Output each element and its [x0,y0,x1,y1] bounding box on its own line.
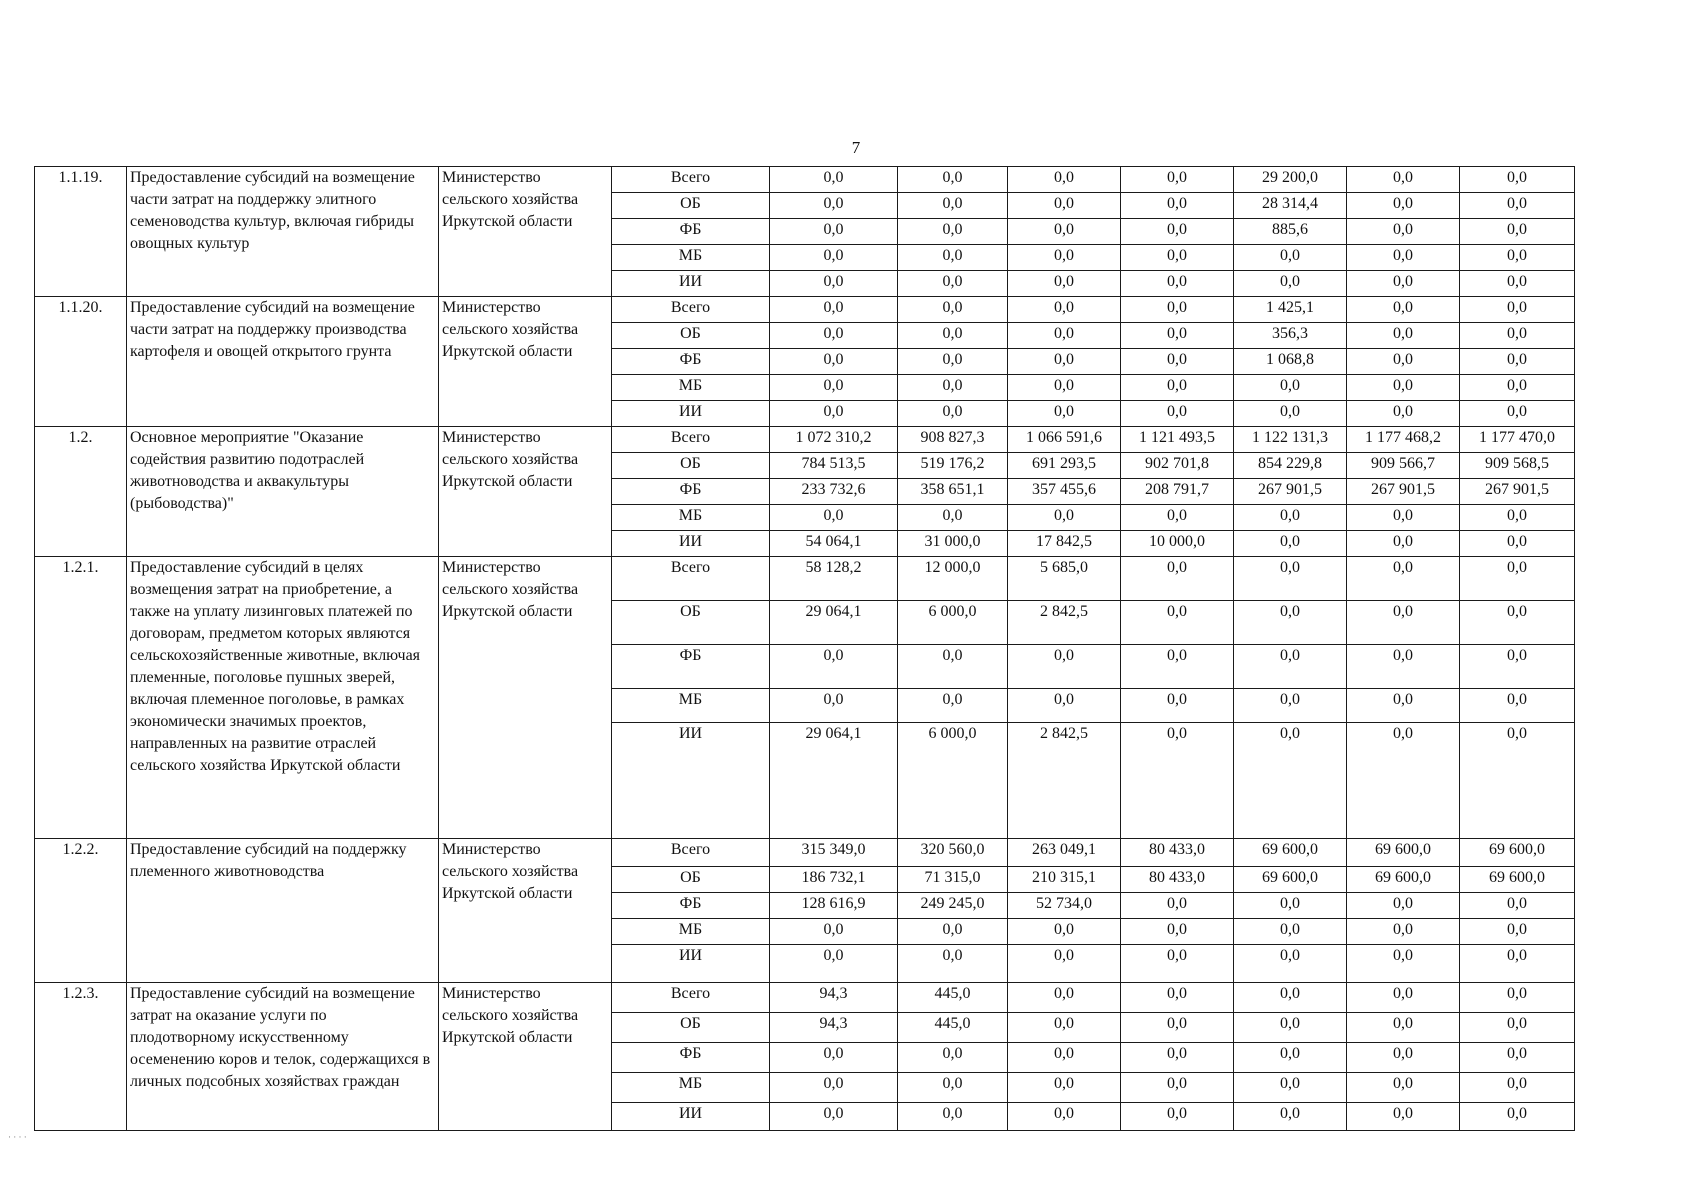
funding-value: 0,0 [1008,645,1121,689]
funding-value: 0,0 [1460,919,1575,945]
funding-value: 0,0 [1460,1073,1575,1103]
funding-value: 267 901,5 [1460,479,1575,505]
table-row [35,983,1575,1013]
funding-value: 263 049,1 [1008,839,1121,867]
funding-value: 0,0 [1234,1013,1347,1043]
funding-value: 0,0 [898,919,1008,945]
funding-value: 69 600,0 [1347,867,1460,893]
funding-value: 0,0 [1234,1043,1347,1073]
funding-value: 0,0 [898,271,1008,297]
funding-value: 210 315,1 [1008,867,1121,893]
funding-value: 0,0 [770,1073,898,1103]
funding-value: 0,0 [1008,1013,1121,1043]
funding-value: 0,0 [1234,723,1347,839]
funding-value: 80 433,0 [1121,867,1234,893]
funding-source-label: МБ [612,245,770,271]
funding-source-label: Всего [612,427,770,453]
funding-value: 0,0 [1121,1043,1234,1073]
item-number: 1.1.19. [35,167,127,297]
funding-source-label: ОБ [612,323,770,349]
funding-value: 0,0 [1460,1013,1575,1043]
funding-value: 0,0 [1460,723,1575,839]
funding-value: 186 732,1 [770,867,898,893]
funding-value: 29 064,1 [770,601,898,645]
funding-value: 0,0 [770,245,898,271]
funding-value: 0,0 [1008,401,1121,427]
funding-value: 28 314,4 [1234,193,1347,219]
table-row [35,557,1575,601]
funding-value: 0,0 [1121,505,1234,531]
responsible-organization: Министерство сельского хозяйства Иркутской области [439,839,612,983]
funding-value: 2 842,5 [1008,601,1121,645]
funding-value: 902 701,8 [1121,453,1234,479]
table-row [35,167,1575,193]
funding-value: 17 842,5 [1008,531,1121,557]
funding-source-label: ФБ [612,893,770,919]
funding-value: 0,0 [1121,945,1234,983]
funding-value: 128 616,9 [770,893,898,919]
funding-value: 0,0 [1121,893,1234,919]
funding-value: 0,0 [1460,193,1575,219]
funding-value: 0,0 [770,645,898,689]
funding-value: 445,0 [898,983,1008,1013]
funding-value: 0,0 [1121,645,1234,689]
funding-value: 0,0 [898,505,1008,531]
funding-value: 29 064,1 [770,723,898,839]
funding-value: 80 433,0 [1121,839,1234,867]
funding-value: 0,0 [1460,557,1575,601]
funding-value: 249 245,0 [898,893,1008,919]
funding-value: 0,0 [1234,245,1347,271]
funding-value: 69 600,0 [1234,839,1347,867]
funding-value: 0,0 [1008,1103,1121,1131]
funding-value: 0,0 [1460,167,1575,193]
responsible-organization: Министерство сельского хозяйства Иркутской области [439,557,612,839]
funding-value: 0,0 [1121,601,1234,645]
funding-value: 0,0 [1121,401,1234,427]
funding-value: 0,0 [1347,505,1460,531]
item-name: Предоставление субсидий на возмещение части затрат на поддержку производства картофеля и овощей открытого грунта [127,297,439,427]
funding-value: 0,0 [1460,1043,1575,1073]
funding-source-label: ФБ [612,219,770,245]
funding-value: 0,0 [770,1043,898,1073]
funding-source-label: Всего [612,839,770,867]
funding-source-label: ФБ [612,479,770,505]
funding-value: 0,0 [770,349,898,375]
funding-value: 0,0 [898,297,1008,323]
funding-source-label: МБ [612,505,770,531]
scan-mark: · · · · [8,1132,27,1142]
funding-value: 0,0 [898,401,1008,427]
funding-value: 885,6 [1234,219,1347,245]
funding-source-label: ИИ [612,1103,770,1131]
funding-value: 0,0 [1121,349,1234,375]
funding-source-label: ИИ [612,723,770,839]
funding-value: 0,0 [1347,945,1460,983]
funding-value: 0,0 [1008,245,1121,271]
funding-source-label: МБ [612,689,770,723]
funding-value: 0,0 [1460,323,1575,349]
funding-value: 0,0 [1347,323,1460,349]
funding-value: 1 066 591,6 [1008,427,1121,453]
funding-value: 0,0 [1460,1103,1575,1131]
funding-value: 52 734,0 [1008,893,1121,919]
funding-source-label: Всего [612,557,770,601]
funding-value: 315 349,0 [770,839,898,867]
funding-value: 0,0 [1121,193,1234,219]
funding-value: 0,0 [898,375,1008,401]
funding-value: 0,0 [1008,945,1121,983]
funding-value: 0,0 [1347,645,1460,689]
item-number: 1.2.3. [35,983,127,1131]
funding-value: 69 600,0 [1347,839,1460,867]
funding-value: 0,0 [1008,323,1121,349]
funding-value: 909 568,5 [1460,453,1575,479]
funding-source-label: ОБ [612,867,770,893]
item-name: Предоставление субсидий в целях возмещения затрат на приобретение, а также на уплату лизинговых платежей по договорам, предметом которых являются сельскохозяйственные животные, включая племенные, поголовье пушных зверей, включая племенное поголовье, в рамках экономически значимых проектов, направленных на развитие отраслей сельского хозяйства Иркутской области [127,557,439,839]
funding-value: 0,0 [1234,645,1347,689]
funding-value: 0,0 [1008,983,1121,1013]
funding-value: 0,0 [898,323,1008,349]
funding-value: 71 315,0 [898,867,1008,893]
funding-value: 1 122 131,3 [1234,427,1347,453]
funding-value: 0,0 [1121,271,1234,297]
funding-value: 0,0 [770,297,898,323]
funding-source-label: ИИ [612,945,770,983]
page-number: 7 [851,138,861,157]
funding-source-label: МБ [612,1073,770,1103]
funding-value: 0,0 [1460,689,1575,723]
funding-value: 0,0 [1460,401,1575,427]
funding-value: 6 000,0 [898,723,1008,839]
funding-value: 691 293,5 [1008,453,1121,479]
funding-value: 69 600,0 [1460,867,1575,893]
funding-value: 1 425,1 [1234,297,1347,323]
table-body [35,167,1575,1131]
funding-value: 69 600,0 [1234,867,1347,893]
responsible-organization: Министерство сельского хозяйства Иркутской области [439,983,612,1131]
funding-value: 0,0 [898,245,1008,271]
item-name: Предоставление субсидий на возмещение затрат на оказание услуги по плодотворному искусственному осеменению коров и телок, содержащихся в личных подсобных хозяйствах граждан [127,983,439,1131]
funding-value: 0,0 [1234,1073,1347,1103]
funding-source-label: Всего [612,983,770,1013]
funding-value: 908 827,3 [898,427,1008,453]
funding-value: 0,0 [770,1103,898,1131]
funding-source-label: Всего [612,167,770,193]
funding-value: 0,0 [1234,557,1347,601]
funding-value: 0,0 [1460,531,1575,557]
funding-value: 0,0 [1121,689,1234,723]
funding-value: 94,3 [770,983,898,1013]
funding-value: 94,3 [770,1013,898,1043]
funding-value: 0,0 [1008,193,1121,219]
funding-source-label: ФБ [612,645,770,689]
funding-value: 0,0 [1347,1043,1460,1073]
funding-value: 0,0 [1008,219,1121,245]
funding-value: 0,0 [1121,167,1234,193]
funding-value: 0,0 [1460,601,1575,645]
funding-value: 784 513,5 [770,453,898,479]
funding-value: 0,0 [1121,375,1234,401]
funding-value: 0,0 [770,945,898,983]
funding-value: 0,0 [1347,689,1460,723]
item-number: 1.2. [35,427,127,557]
funding-value: 0,0 [1460,245,1575,271]
funding-value: 267 901,5 [1234,479,1347,505]
funding-value: 0,0 [1460,349,1575,375]
funding-value: 0,0 [1460,219,1575,245]
funding-source-label: МБ [612,919,770,945]
funding-value: 0,0 [1234,919,1347,945]
budget-table [34,166,1575,1131]
funding-value: 233 732,6 [770,479,898,505]
funding-value: 0,0 [898,1103,1008,1131]
funding-value: 0,0 [1008,505,1121,531]
funding-value: 0,0 [898,645,1008,689]
funding-value: 0,0 [1008,349,1121,375]
funding-value: 0,0 [1460,893,1575,919]
item-name: Предоставление субсидий на возмещение части затрат на поддержку элитного семеноводства культур, включая гибриды овощных культур [127,167,439,297]
funding-value: 0,0 [1347,1073,1460,1103]
funding-value: 0,0 [1121,323,1234,349]
funding-source-label: МБ [612,375,770,401]
funding-value: 0,0 [1347,919,1460,945]
funding-value: 0,0 [770,193,898,219]
item-number: 1.1.20. [35,297,127,427]
funding-value: 0,0 [1121,219,1234,245]
funding-value: 0,0 [770,219,898,245]
funding-source-label: ОБ [612,601,770,645]
funding-source-label: ФБ [612,1043,770,1073]
funding-value: 0,0 [1460,271,1575,297]
funding-source-label: ОБ [612,453,770,479]
funding-value: 0,0 [1008,375,1121,401]
funding-value: 0,0 [898,945,1008,983]
funding-value: 445,0 [898,1013,1008,1043]
funding-value: 0,0 [1347,349,1460,375]
funding-value: 0,0 [1347,375,1460,401]
funding-value: 5 685,0 [1008,557,1121,601]
table-row [35,297,1575,323]
funding-value: 0,0 [1234,401,1347,427]
funding-source-label: ИИ [612,531,770,557]
funding-value: 909 566,7 [1347,453,1460,479]
funding-value: 0,0 [1234,505,1347,531]
funding-value: 357 455,6 [1008,479,1121,505]
funding-value: 29 200,0 [1234,167,1347,193]
funding-source-label: ФБ [612,349,770,375]
responsible-organization: Министерство сельского хозяйства Иркутской области [439,427,612,557]
item-number: 1.2.1. [35,557,127,839]
funding-value: 0,0 [1008,1043,1121,1073]
responsible-organization: Министерство сельского хозяйства Иркутской области [439,167,612,297]
funding-value: 0,0 [1121,1013,1234,1043]
funding-value: 31 000,0 [898,531,1008,557]
funding-value: 356,3 [1234,323,1347,349]
item-name: Основное мероприятие "Оказание содействия развитию подотраслей животноводства и аквакультуры (рыбоводства)" [127,427,439,557]
funding-value: 0,0 [1121,1073,1234,1103]
funding-value: 0,0 [1460,645,1575,689]
funding-value: 1 072 310,2 [770,427,898,453]
funding-value: 0,0 [1121,297,1234,323]
responsible-organization: Министерство сельского хозяйства Иркутской области [439,297,612,427]
funding-value: 0,0 [1008,919,1121,945]
funding-value: 0,0 [1347,401,1460,427]
funding-value: 0,0 [898,219,1008,245]
funding-source-label: ИИ [612,401,770,427]
funding-value: 0,0 [770,689,898,723]
funding-value: 0,0 [1347,219,1460,245]
funding-value: 267 901,5 [1347,479,1460,505]
funding-value: 0,0 [1234,945,1347,983]
funding-source-label: Всего [612,297,770,323]
funding-value: 0,0 [1234,983,1347,1013]
funding-value: 320 560,0 [898,839,1008,867]
funding-value: 0,0 [1121,919,1234,945]
funding-value: 54 064,1 [770,531,898,557]
funding-value: 0,0 [898,349,1008,375]
funding-value: 208 791,7 [1121,479,1234,505]
funding-value: 0,0 [898,1073,1008,1103]
funding-value: 2 842,5 [1008,723,1121,839]
funding-value: 0,0 [1347,1103,1460,1131]
funding-value: 0,0 [1121,983,1234,1013]
funding-value: 0,0 [1008,1073,1121,1103]
funding-value: 358 651,1 [898,479,1008,505]
funding-value: 0,0 [1234,375,1347,401]
funding-value: 0,0 [770,505,898,531]
funding-source-label: ИИ [612,271,770,297]
funding-value: 0,0 [1347,557,1460,601]
funding-value: 0,0 [1347,893,1460,919]
funding-source-label: ОБ [612,1013,770,1043]
funding-source-label: ОБ [612,193,770,219]
table-row [35,427,1575,453]
funding-value: 0,0 [1347,167,1460,193]
funding-value: 0,0 [1460,505,1575,531]
funding-value: 0,0 [1460,983,1575,1013]
funding-value: 0,0 [1347,723,1460,839]
funding-value: 1 177 470,0 [1460,427,1575,453]
funding-value: 0,0 [1234,601,1347,645]
funding-value: 854 229,8 [1234,453,1347,479]
funding-value: 0,0 [1121,557,1234,601]
funding-value: 1 121 493,5 [1121,427,1234,453]
funding-value: 0,0 [1234,531,1347,557]
funding-value: 0,0 [1347,193,1460,219]
funding-value: 0,0 [1234,271,1347,297]
funding-value: 0,0 [1347,245,1460,271]
funding-value: 0,0 [1347,531,1460,557]
funding-value: 0,0 [1121,245,1234,271]
funding-value: 0,0 [898,193,1008,219]
funding-value: 0,0 [770,401,898,427]
funding-value: 6 000,0 [898,601,1008,645]
funding-value: 0,0 [1234,1103,1347,1131]
funding-value: 0,0 [770,271,898,297]
funding-value: 0,0 [1347,297,1460,323]
funding-value: 0,0 [1347,271,1460,297]
funding-value: 0,0 [1347,983,1460,1013]
funding-value: 0,0 [1460,945,1575,983]
funding-value: 0,0 [898,167,1008,193]
funding-value: 0,0 [1347,1013,1460,1043]
funding-value: 10 000,0 [1121,531,1234,557]
funding-value: 0,0 [1234,893,1347,919]
funding-value: 0,0 [1347,601,1460,645]
funding-value: 0,0 [1008,297,1121,323]
funding-value: 69 600,0 [1460,839,1575,867]
funding-value: 0,0 [770,167,898,193]
funding-value: 0,0 [898,689,1008,723]
funding-value: 0,0 [770,919,898,945]
funding-value: 0,0 [1234,689,1347,723]
funding-value: 0,0 [1008,689,1121,723]
funding-value: 0,0 [1121,723,1234,839]
funding-value: 0,0 [1460,375,1575,401]
funding-value: 1 068,8 [1234,349,1347,375]
item-number: 1.2.2. [35,839,127,983]
funding-value: 519 176,2 [898,453,1008,479]
funding-value: 0,0 [1008,271,1121,297]
funding-value: 1 177 468,2 [1347,427,1460,453]
item-name: Предоставление субсидий на поддержку племенного животноводства [127,839,439,983]
funding-value: 0,0 [1121,1103,1234,1131]
funding-value: 58 128,2 [770,557,898,601]
table-row [35,839,1575,867]
funding-value: 0,0 [1008,167,1121,193]
funding-value: 0,0 [898,1043,1008,1073]
funding-value: 0,0 [1460,297,1575,323]
funding-value: 0,0 [770,375,898,401]
funding-value: 12 000,0 [898,557,1008,601]
funding-value: 0,0 [770,323,898,349]
